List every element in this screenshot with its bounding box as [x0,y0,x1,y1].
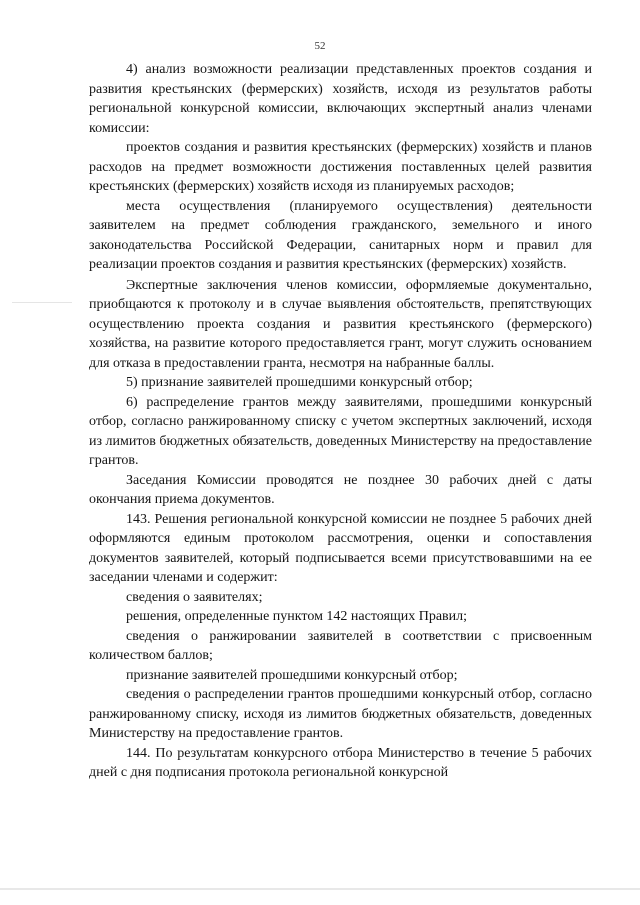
list-item-recognition: признание заявителей прошедшими конкурсный отбор; [126,667,458,683]
paragraph-projects-analysis: проектов создания и развития крестьянских (фермерских) хозяйств и планов расходов на предмет возможности достижения поставленных целей развития крестьянских (фермерских) хозяйств исходя из планируемых расходов; [89,140,592,194]
paragraph-section-144: 144. По результатам конкурсного отбора Министерство в течение 5 рабочих дней с дня подписания протокола региональной конкурсной [89,745,592,780]
paragraph-location-analysis: места осуществления (планируемого осуществления) деятельности заявителем на предмет соблюдения гражданского, земельного и иного законодательства Российской Федерации, санитарных норм и правил для реализации проектов создания и развития крестьянских (фермерских) хозяйств. [89,198,592,272]
list-item-applicants-info: сведения о заявителях; [126,589,263,605]
paragraph-item-6: 6) распределение грантов между заявителями, прошедшими конкурсный отбор, согласно ранжированному списку с учетом экспертных заключений, исходя из лимитов бюджетных обязательств, доведенных Министерству на предоставление грантов. [89,394,592,468]
scan-artifact-bottom-edge [0,888,640,890]
list-item-ranking-info: сведения о ранжировании заявителей в соответствии с присвоенным количеством баллов; [89,628,592,663]
paragraph-meetings: Заседания Комиссии проводятся не позднее 30 рабочих дней с даты окончания приема документов. [89,472,592,507]
paragraph-expert-conclusions: Экспертные заключения членов комиссии, оформляемые документально, приобщаются к протоколу и в случае выявления обстоятельств, препятствующих осуществлению проекта создания и развития крестьянского (фермерского) хозяйства, на развитие которого предоставляется грант, могут служить основанием для отказа в предоставлении гранта, несмотря на набранные баллы. [89,277,592,371]
paragraph-item-4: 4) анализ возможности реализации представленных проектов создания и развития крестьянских (фермерских) хозяйств, исходя из результатов работы региональной конкурсной комиссии, включающих экспертный анализ членами комиссии: [89,62,592,136]
document-body [89,60,592,783]
paragraph-item-5: 5) признание заявителей прошедшими конкурсный отбор; [126,375,473,390]
list-item-decisions: решения, определенные пунктом 142 настоящих Правил; [126,609,468,624]
page-number: 52 [314,40,326,52]
scan-artifact-line [12,302,72,303]
scan-artifact-line [300,300,390,301]
paragraph-section-143: 143. Решения региональной конкурсной комиссии не позднее 5 рабочих дней оформляются единым протоколом рассмотрения, оценки и сопоставления документов заявителей, который подписывается всеми присутствовавшими на ее заседании членами и содержит: [89,511,592,585]
list-item-grant-distribution: сведения о распределении грантов прошедшими конкурсный отбор, согласно ранжированному списку, исходя из лимитов бюджетных обязательств, доведенных Министерству на предоставление грантов. [89,687,592,741]
